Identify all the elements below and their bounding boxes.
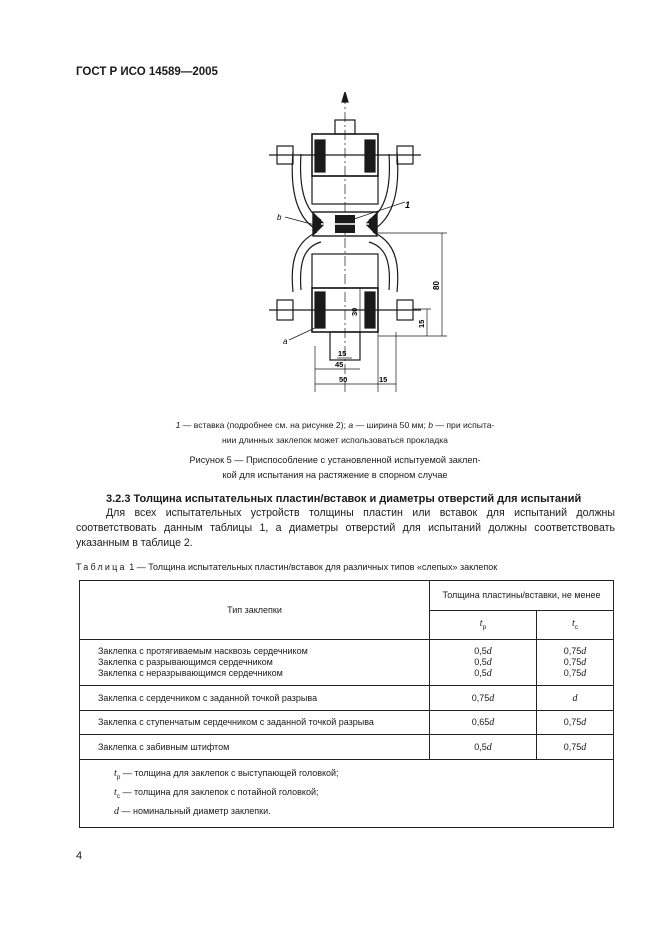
header-thickness: Толщина пластины/вставки, не менее bbox=[430, 581, 614, 611]
callout-a: a bbox=[283, 337, 288, 346]
thickness-table bbox=[79, 580, 614, 828]
row-label: Заклепка с забивным штифтом bbox=[80, 735, 430, 760]
legend-text-2: — ширина 50 мм; bbox=[353, 420, 429, 430]
table-row bbox=[80, 686, 614, 711]
table-row bbox=[80, 711, 614, 735]
tp-value: 0,5 bbox=[474, 646, 487, 656]
table-row bbox=[80, 735, 614, 760]
legend-line-2: нии длинных заклепок может использоваться прокладка bbox=[222, 435, 448, 445]
row-labels-group bbox=[80, 640, 430, 686]
table-notes bbox=[80, 760, 614, 828]
document-header: ГОСТ Р ИСО 14589—2005 bbox=[76, 66, 218, 78]
dim-80: 80 bbox=[432, 281, 441, 290]
table-caption-text: 1 — Толщина испытательных пластин/вставок для различных типов «слепых» заклепок bbox=[126, 562, 498, 572]
section-title: 3.2.3 Толщина испытательных пластин/вставок и диаметры отверстий для испытаний bbox=[106, 493, 582, 505]
header-tp: $t_p$ bbox=[430, 610, 537, 640]
tp-value: 0,5 bbox=[474, 668, 487, 678]
section-paragraph-text: Для всех испытательных устройств толщины пластин или вставок для испытаний должны соответствовать данным таблицы 1, а диаметры отверстий для испытаний должны соответствовать указанным в таблице 2. bbox=[76, 507, 615, 549]
tc-value-cell: d bbox=[537, 686, 614, 711]
tc-value: 0,75 bbox=[563, 646, 582, 656]
tc-value-cell: 0,75d bbox=[537, 735, 614, 760]
note-item: $t_c$ — толщина для заклепок с потайной головкой; bbox=[114, 786, 319, 800]
tp-values-group: 0,5d 0,5d 0,5d bbox=[430, 640, 537, 686]
callout-1: 1 bbox=[405, 200, 411, 210]
row-label: Заклепка с сердечником с заданной точкой разрыва bbox=[80, 686, 430, 711]
legend-item-a: a bbox=[348, 420, 354, 430]
page-number: 4 bbox=[76, 850, 83, 862]
tp-value-cell: 0,5d bbox=[430, 735, 537, 760]
tc-value: 0,75 bbox=[563, 668, 582, 678]
figure-caption bbox=[170, 453, 500, 483]
tp-value-cell: 0,75d bbox=[430, 686, 537, 711]
dim-45: 45 bbox=[335, 360, 344, 369]
header-rivet-type: Тип заклепки bbox=[80, 581, 430, 640]
tc-values-group: 0,75d 0,75d 0,75d bbox=[537, 640, 614, 686]
table-row bbox=[80, 640, 614, 686]
legend-item-1: 1 bbox=[175, 420, 181, 430]
dim-15-bottom: 15 bbox=[379, 375, 388, 384]
row-label: Заклепка с протягиваемым насквозь сердечником bbox=[98, 646, 308, 656]
figure-caption-line-1: Рисунок 5 — Приспособление с установленной испытуемой заклеп- bbox=[189, 455, 481, 465]
table-caption-word: Таблица bbox=[76, 562, 127, 572]
legend-text-1: — вставка (подробнее см. на рисунке 2); bbox=[180, 420, 349, 430]
header-tc: $t_c$ bbox=[537, 610, 614, 640]
note-item: d — номинальный диаметр заклепки. bbox=[114, 805, 271, 817]
figure-legend bbox=[150, 418, 520, 448]
section-paragraph bbox=[76, 506, 615, 551]
tp-value-cell: 0,65d bbox=[430, 711, 537, 735]
dim-15-vertical: 15 bbox=[417, 319, 426, 328]
tc-value: 0,75 bbox=[563, 657, 582, 667]
row-label: Заклепка с неразрывающимся сердечником bbox=[98, 668, 283, 678]
callout-b: b bbox=[277, 213, 282, 222]
dim-50: 50 bbox=[339, 375, 348, 384]
table-notes-row bbox=[80, 760, 614, 828]
tp-value: 0,5 bbox=[474, 657, 487, 667]
row-label: Заклепка с разрывающимся сердечником bbox=[98, 657, 273, 667]
note-item: $t_p$ — толщина для заклепок с выступающей головкой; bbox=[114, 768, 339, 781]
table-caption bbox=[76, 562, 497, 572]
legend-text-3: — при испыта- bbox=[433, 420, 495, 430]
figure-caption-line-2: кой для испытания на растяжение в спорном случае bbox=[222, 470, 448, 480]
row-label: Заклепка с ступенчатым сердечником с заданной точкой разрыва bbox=[80, 711, 430, 735]
dim-30: 30 bbox=[350, 307, 359, 316]
tensile-fixture-drawing bbox=[255, 92, 465, 397]
legend-item-b: b bbox=[428, 420, 434, 430]
tc-value-cell: 0,75d bbox=[537, 711, 614, 735]
dim-15-horizontal: 15 bbox=[338, 349, 347, 358]
